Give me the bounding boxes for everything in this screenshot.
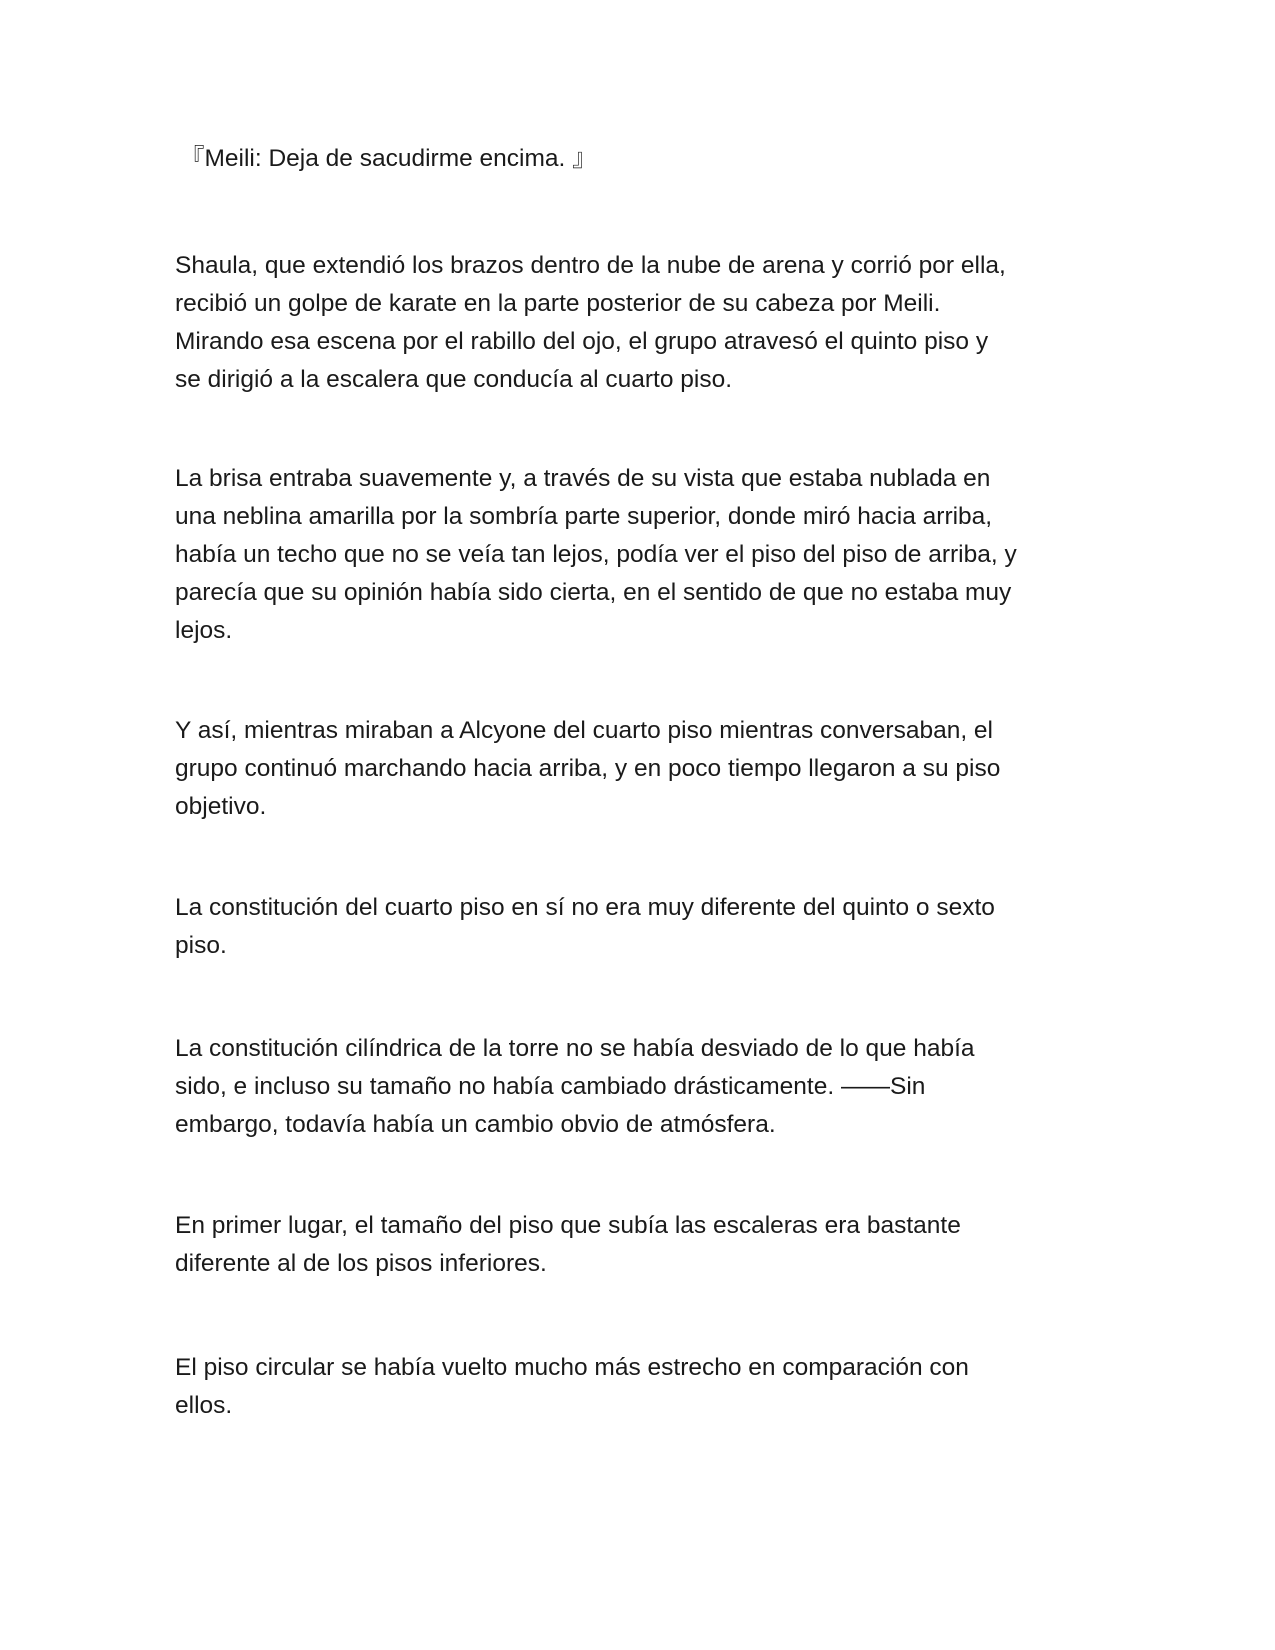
text-line: parecía que su opinión había sido cierta, en el sentido de que no estaba muy: [175, 579, 1012, 606]
text-line: lejos.: [175, 617, 233, 644]
paragraph-6: [175, 1030, 1095, 1144]
paragraph-8: [175, 1349, 1095, 1425]
text-line: Mirando esa escena por el rabillo del ojo, el grupo atravesó el quinto piso y: [175, 328, 989, 355]
paragraph-2: [175, 247, 1095, 399]
paragraph-3: [175, 460, 1095, 650]
text-line: grupo continuó marchando hacia arriba, y en poco tiempo llegaron a su piso: [175, 755, 1001, 782]
text-line: La constitución del cuarto piso en sí no era muy diferente del quinto o sexto: [175, 894, 995, 921]
text-line: La constitución cilíndrica de la torre no se había desviado de lo que había: [175, 1035, 975, 1062]
text-line: diferente al de los pisos inferiores.: [175, 1250, 547, 1277]
text-line: recibió un golpe de karate en la parte posterior de su cabeza por Meili.: [175, 290, 941, 317]
text-line: había un techo que no se veía tan lejos, podía ver el piso del piso de arriba, y: [175, 541, 1017, 568]
text-line: El piso circular se había vuelto mucho más estrecho en comparación con: [175, 1354, 969, 1381]
text-line: sido, e incluso su tamaño no había cambiado drásticamente. ——Sin: [175, 1073, 926, 1100]
text-line: Shaula, que extendió los brazos dentro de la nube de arena y corrió por ella,: [175, 252, 1006, 279]
text-line: En primer lugar, el tamaño del piso que subía las escaleras era bastante: [175, 1212, 961, 1239]
text-line: La brisa entraba suavemente y, a través de su vista que estaba nublada en: [175, 465, 991, 492]
text-line: embargo, todavía había un cambio obvio de atmósfera.: [175, 1111, 776, 1138]
text-line: piso.: [175, 932, 227, 959]
paragraph-7: [175, 1207, 1095, 1283]
paragraph-4: [175, 712, 1095, 826]
text-line: Y así, mientras miraban a Alcyone del cuarto piso mientras conversaban, el: [175, 717, 993, 744]
text-line: ellos.: [175, 1392, 233, 1419]
paragraph-dialogue: [180, 140, 1100, 178]
text-line: 『Meili: Deja de sacudirme encima. 』: [180, 145, 597, 172]
paragraph-5: [175, 889, 1095, 965]
text-line: se dirigió a la escalera que conducía al cuarto piso.: [175, 366, 733, 393]
text-line: una neblina amarilla por la sombría parte superior, donde miró hacia arriba,: [175, 503, 993, 530]
text-line: objetivo.: [175, 793, 267, 820]
